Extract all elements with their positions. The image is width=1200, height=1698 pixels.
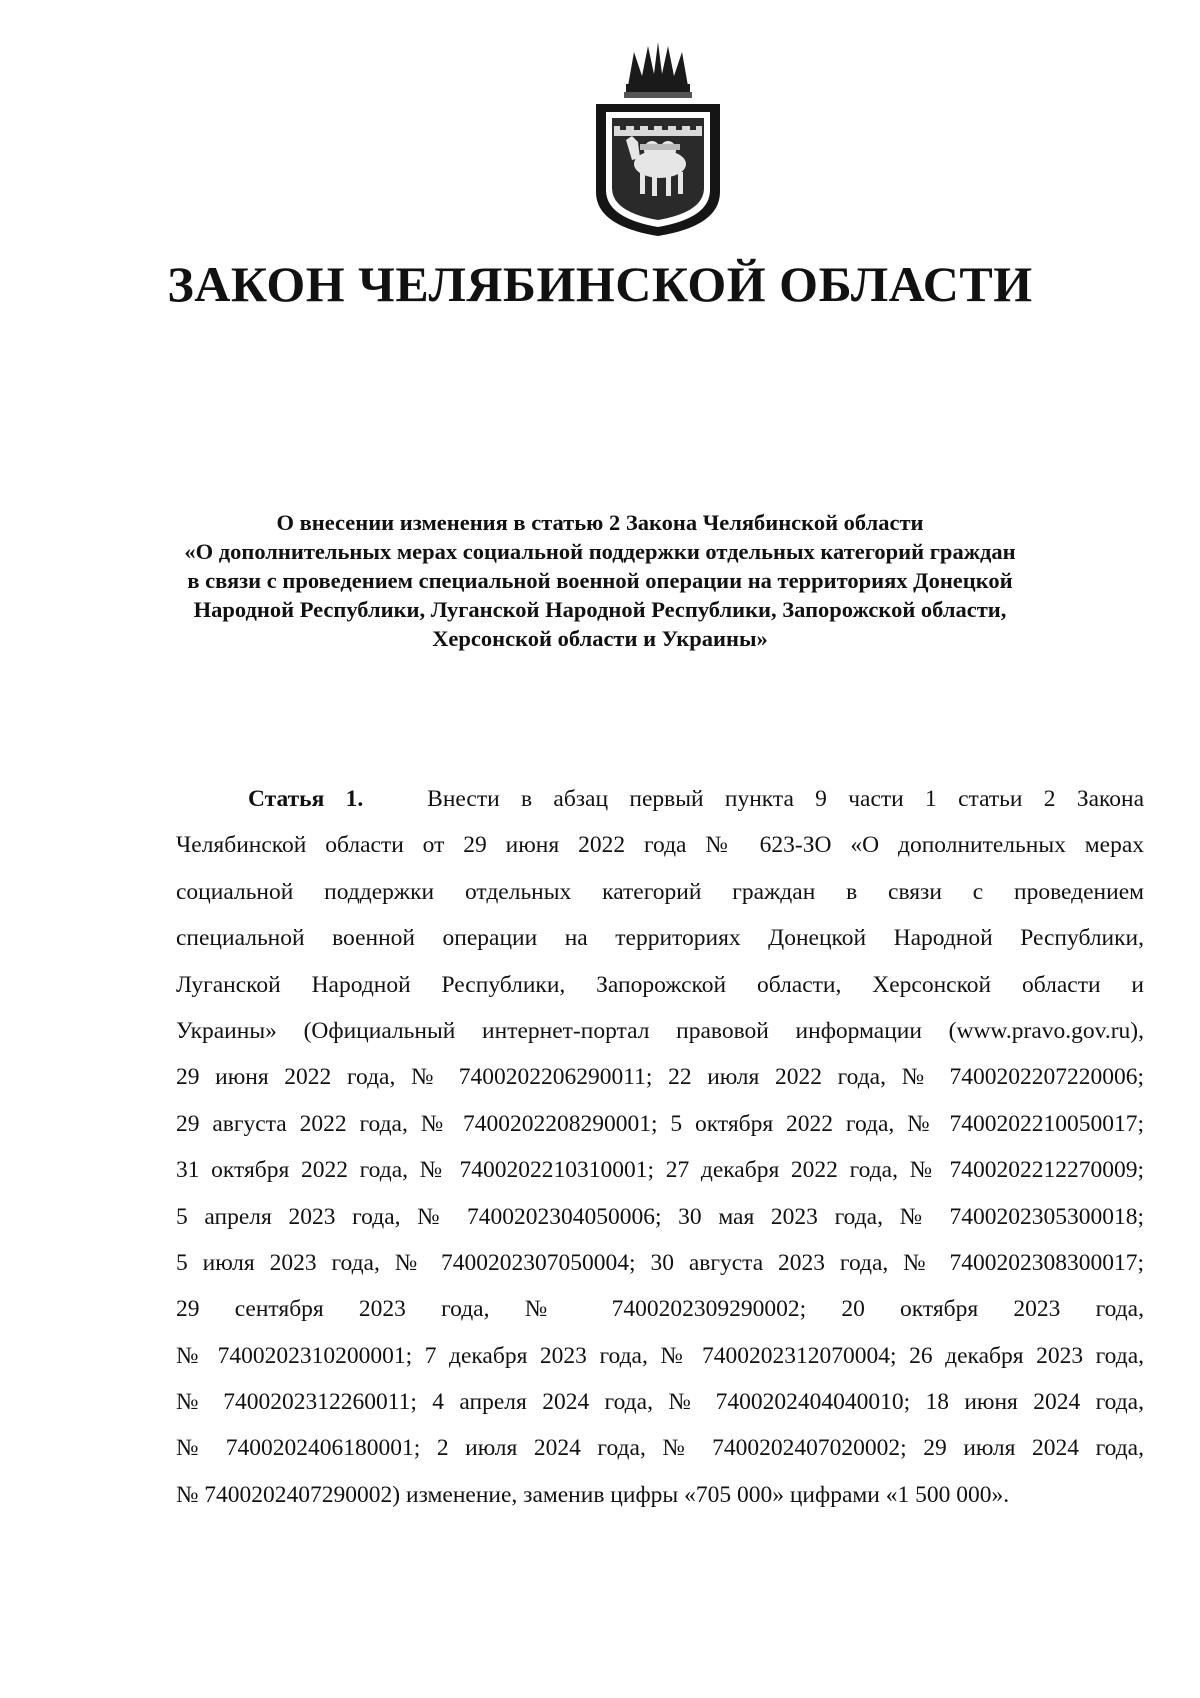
article-line: 29 августа 2022 года, № 7400202208290001; 5 октября 2022 года, № 7400202210050017; bbox=[176, 1110, 1144, 1137]
article-line: № 7400202407290002) изменение, заменив цифры «705 000» цифрами «1 500 000». bbox=[176, 1481, 1010, 1508]
subject-line: Херсонской области и Украины» bbox=[432, 626, 768, 651]
article-line: 5 июля 2023 года, № 7400202307050004; 30 августа 2023 года, № 7400202308300017; bbox=[176, 1249, 1144, 1276]
article-line: Украины» (Официальный интернет-портал правовой информации (www.pravo.gov.ru), bbox=[176, 1017, 1144, 1044]
article-line: Луганской Народной Республики, Запорожской области, Херсонской области и bbox=[176, 971, 1144, 998]
article-line: Челябинской области от 29 июня 2022 года № 623-ЗО «О дополнительных мерах bbox=[176, 832, 1144, 859]
article-line-text: Внести в абзац первый пункта 9 части 1 статьи 2 Закона bbox=[427, 786, 1144, 812]
article-line: № 7400202406180001; 2 июля 2024 года, № 7400202407020002; 29 июля 2024 года, bbox=[176, 1435, 1144, 1462]
subject-line: Народной Республики, Луганской Народной Республики, Запорожской области, bbox=[193, 597, 1007, 622]
article-line: № 7400202312260011; 4 апреля 2024 года, № 7400202404040010; 18 июня 2024 года, bbox=[176, 1389, 1144, 1416]
article-line: 5 апреля 2023 года, № 7400202304050006; 30 мая 2023 года, № 7400202305300018; bbox=[176, 1203, 1144, 1230]
law-subject bbox=[150, 508, 1050, 653]
article-line: 29 сентября 2023 года, № 7400202309290002; 20 октября 2023 года, bbox=[176, 1296, 1144, 1323]
article-1 bbox=[176, 776, 1144, 1518]
article-line bbox=[176, 776, 1144, 822]
law-title: ЗАКОН ЧЕЛЯБИНСКОЙ ОБЛАСТИ bbox=[167, 256, 1033, 312]
article-line: 29 июня 2022 года, № 7400202206290011; 22 июля 2022 года, № 7400202207220006; bbox=[176, 1064, 1144, 1091]
article-line: 31 октября 2022 года, № 7400202210310001; 27 декабря 2022 года, № 7400202212270009; bbox=[176, 1157, 1144, 1184]
article-line: специальной военной операции на территориях Донецкой Народной Республики, bbox=[176, 925, 1144, 952]
article-line: социальной поддержки отдельных категорий граждан в связи с проведением bbox=[176, 878, 1144, 905]
coat-of-arms-icon bbox=[582, 42, 734, 238]
article-label: Статья 1. bbox=[248, 786, 364, 812]
article-line: № 7400202310200001; 7 декабря 2023 года, № 7400202312070004; 26 декабря 2023 года, bbox=[176, 1342, 1144, 1369]
subject-line: «О дополнительных мерах социальной поддержки отдельных категорий граждан bbox=[184, 539, 1016, 564]
subject-line: в связи с проведением специальной военной операции на территориях Донецкой bbox=[187, 568, 1013, 593]
subject-line: О внесении изменения в статью 2 Закона Челябинской области bbox=[276, 510, 924, 535]
